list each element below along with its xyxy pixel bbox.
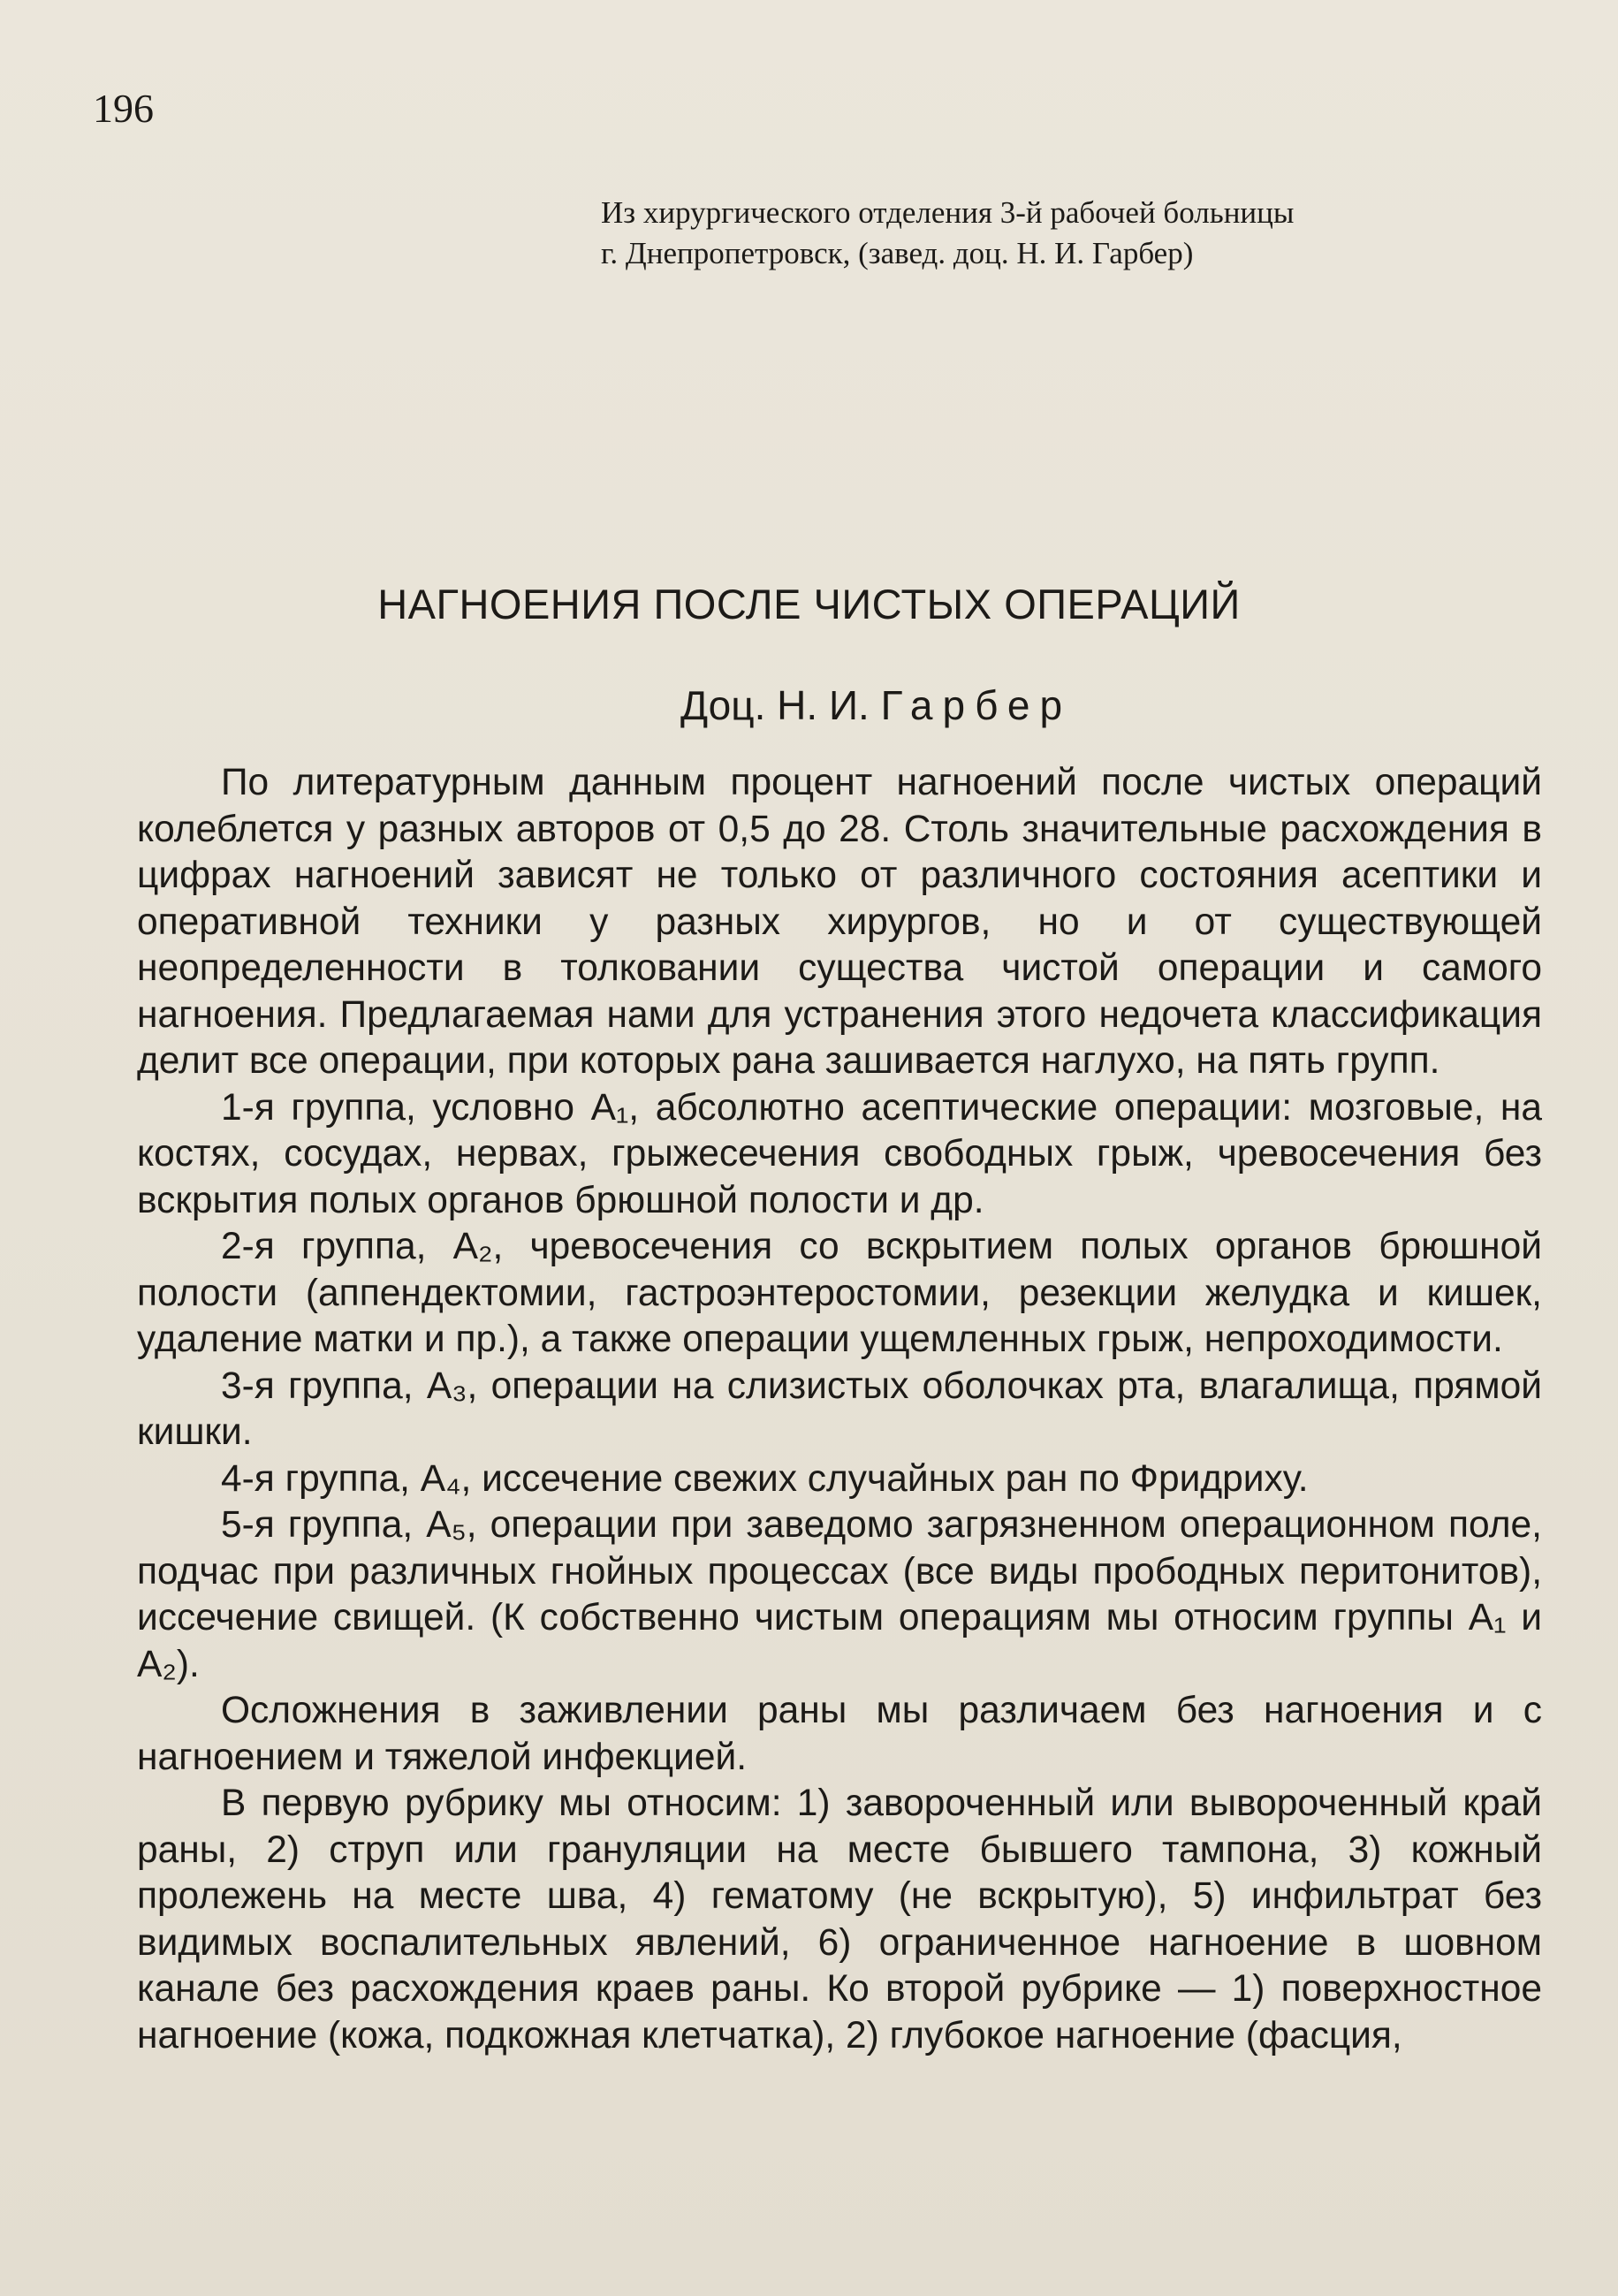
author-surname: Гарбер [880,682,1073,728]
affiliation-line-2: г. Днепропетровск, (завед. доц. Н. И. Гарбер) [601,236,1194,270]
paragraph-group-5: 5-я группа, A₅, операции при заведомо загрязненном операционном поле, подчас при различных гнойных процессах (все виды прободных перитонитов), иссечение свищей. (К собственно чистым операциям мы относим группы A₁ и A₂). [137,1504,1542,1685]
author-rank-initials: Доц. Н. И. [680,682,870,728]
article-title: НАГНОЕНИЯ ПОСЛЕ ЧИСТЫХ ОПЕРАЦИЙ [377,581,1241,627]
paragraph-intro: По литературным данным процент нагноений после чистых операций колеблется у разных авторов от 0,5 до 28. Столь значительные расхождения в цифрах нагноений зависят не только от различного состояния асептики и оперативной техники у разных хирургов, но и от существующей неопределенности в толковании существа чистой операции и самого нагноения. Предлагаемая нами для устранения этого недочета классификация делит все операции, при которых рана зашивается наглухо, на пять групп. [137,762,1542,1082]
paragraph-rubrics: В первую рубрику мы относим: 1) завороченный или вывороченный край раны, 2) струп или грануляции на месте бывшего тампона, 3) кожный пролежень на месте шва, 4) гематому (не вскрытую), 5) инфильтрат без видимых воспалительных явлений, 6) ограниченное нагноение в шовном канале без расхождения краев раны. Ко второй рубрике — 1) поверхностное нагноение (кожа, подкожная клетчатка), 2) глубокое нагноение (фасция, [137,1783,1542,2057]
paragraph-group-2: 2-я группа, A₂, чревосечения со вскрытием полых органов брюшной полости (аппендектомии, гастроэнтеростомии, резекции желудка и кишек, удаление матки и пр.), а также операции ущемленных грыж, непроходимости. [137,1226,1542,1360]
author-line [680,682,1073,728]
paragraph-group-3: 3-я группа, A₃, операции на слизистых оболочках рта, влагалища, прямой кишки. [137,1365,1542,1453]
affiliation [601,193,1538,274]
paragraph-group-1: 1-я группа, условно A₁, абсолютно асептические операции: мозговые, на костях, сосудах, нервах, грыжесечения свободных грыж, чревосечения без вскрытия полых органов брюшной полости и др. [137,1086,1542,1221]
article-body [137,760,1542,2059]
affiliation-line-1: Из хирургического отделения 3-й рабочей больницы [601,195,1295,230]
page-number: 196 [93,86,154,131]
paragraph-complications: Осложнения в заживлении раны мы различаем без нагноения и с нагноением и тяжелой инфекцией. [137,1690,1542,1778]
paragraph-group-4: 4-я группа, A₄, иссечение свежих случайных ран по Фридриху. [221,1457,1309,1500]
